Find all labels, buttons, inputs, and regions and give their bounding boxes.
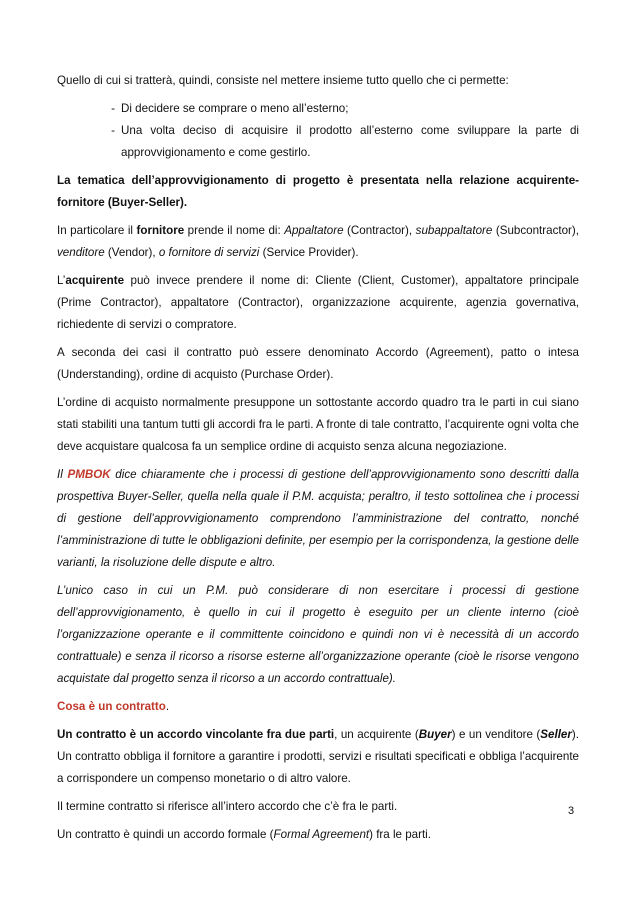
- italic-text-run: L’unico caso in cui un P.M. può considerare di non esercitare i processi di gestione dell’approvvigionamento, è quello in cui il progetto è eseguito per un cliente interno (cioè l’organizzazione operante e il committente coincidono e quindi non vi è necessità di un accordo contrattuale) e senza il ricorso a risorse esterne all’organizzazione operante (cioè le risorse vengono acquistate dal progetto senza il ricorso a un accordo contrattuale).: [57, 584, 579, 685]
- paragraph-fornitore: [57, 220, 579, 264]
- paragraph-accordo-formale: [57, 824, 579, 846]
- heading-period: .: [165, 700, 170, 713]
- italic-text-run: Il: [57, 468, 68, 481]
- list-item: [57, 98, 579, 120]
- paragraph-termine: Il termine contratto si riferisce all’intero accordo che c’è fra le parti.: [57, 800, 398, 813]
- paragraph-unico-caso: [57, 580, 579, 690]
- section-heading-approvvigionamento: [57, 170, 579, 214]
- paragraph-acquirente: [57, 270, 579, 336]
- italic-term: venditore: [57, 246, 105, 259]
- page-number: 3: [568, 805, 575, 817]
- bold-italic-term-buyer: Buyer: [418, 728, 452, 741]
- heading-text: La tematica dell’approvvigionamento di progetto è presentata nella relazione acquirente-fornitore (Buyer-Seller).: [57, 174, 579, 209]
- document-body: [57, 70, 579, 852]
- list-item-text: Una volta deciso di acquisire il prodotto all’esterno come sviluppare la parte di approvvigionamento e come gestirlo.: [121, 124, 579, 159]
- text-run: (Vendor),: [104, 246, 159, 259]
- bold-term-fornitore: fornitore: [136, 224, 185, 237]
- bullet-list: [57, 98, 579, 164]
- paragraph-pmbok: [57, 464, 579, 574]
- text-run: può invece prendere il nome di: Cliente (Client, Customer), appaltatore principale (Prime Contractor), appaltatore (Contractor), organizzazione acquirente, agenzia governativa, richiedente di servizi o compratore.: [57, 274, 579, 331]
- bullet-dash: -: [111, 102, 115, 115]
- list-item: [57, 120, 579, 164]
- paragraph-definizione: [57, 724, 579, 790]
- section-heading-cosa-contratto: [57, 696, 579, 718]
- text-run: ) fra le parti.: [369, 828, 431, 841]
- italic-term: subappaltatore: [415, 224, 493, 237]
- italic-term: Appaltatore: [284, 224, 344, 237]
- text-run: L’: [57, 274, 66, 287]
- text-run: (Contractor),: [343, 224, 416, 237]
- text-run: (Subcontractor),: [492, 224, 579, 237]
- pmbok-bold: PMBOK: [67, 468, 111, 481]
- text-run: (Service Provider).: [259, 246, 359, 259]
- red-heading-text: Cosa è un contratto: [57, 700, 166, 713]
- text-run: ). Un contratto obbliga il fornitore a garantire i prodotti, servizi e risultati specificati e obbliga l’acquirente a corrispondere un compenso monetario o di altro valore.: [57, 728, 579, 785]
- italic-term-formal-agreement: Formal Agreement: [273, 828, 370, 841]
- list-item-text: Di decidere se comprare o meno all’esterno;: [121, 102, 349, 115]
- paragraph-contratto-denominazione: A seconda dei casi il contratto può essere denominato Accordo (Agreement), patto o intesa (Understanding), ordine di acquisto (Purchase Order).: [57, 346, 579, 381]
- text-run: ) e un venditore (: [451, 728, 541, 741]
- text-run: In particolare il: [57, 224, 137, 237]
- italic-text-run: dice chiaramente che i processi di gestione dell’approvvigionamento sono descritti dalla prospettiva Buyer-Seller, quella nella quale il P.M. acquista; peraltro, il testo sottolinea che i processi di gestione dell’approvvigionamento comprendono l’amministrazione del contratto, nonché l’amministrazione di tutte le obbligazioni definite, per esempio per la corrispondenza, la gestione delle varianti, la risoluzione delle dispute e altro.: [57, 468, 579, 569]
- text-run: prende il nome di:: [184, 224, 285, 237]
- bold-italic-term-seller: Seller: [540, 728, 572, 741]
- paragraph-ordine-acquisto: L’ordine di acquisto normalmente presuppone un sottostante accordo quadro tra le parti in cui siano stati stabiliti una tantum tutti gli accordi fra le parti. A fronte di tale contratto, l’acquirente ogni volta che deve acquistare qualcosa fa un semplice ordine di acquisto senza alcuna negoziazione.: [57, 396, 580, 453]
- bullet-dash: -: [111, 124, 115, 137]
- pmbok-term: [67, 468, 110, 481]
- bold-definition: Un contratto è un accordo vincolante fra due parti: [57, 728, 335, 741]
- intro-paragraph: Quello di cui si tratterà, quindi, consiste nel mettere insieme tutto quello che ci permette:: [57, 74, 509, 87]
- text-run: Un contratto è quindi un accordo formale (: [57, 828, 274, 841]
- text-run: , un acquirente (: [334, 728, 419, 741]
- bold-term-acquirente: acquirente: [65, 274, 125, 287]
- italic-term: o fornitore di servizi: [158, 246, 260, 259]
